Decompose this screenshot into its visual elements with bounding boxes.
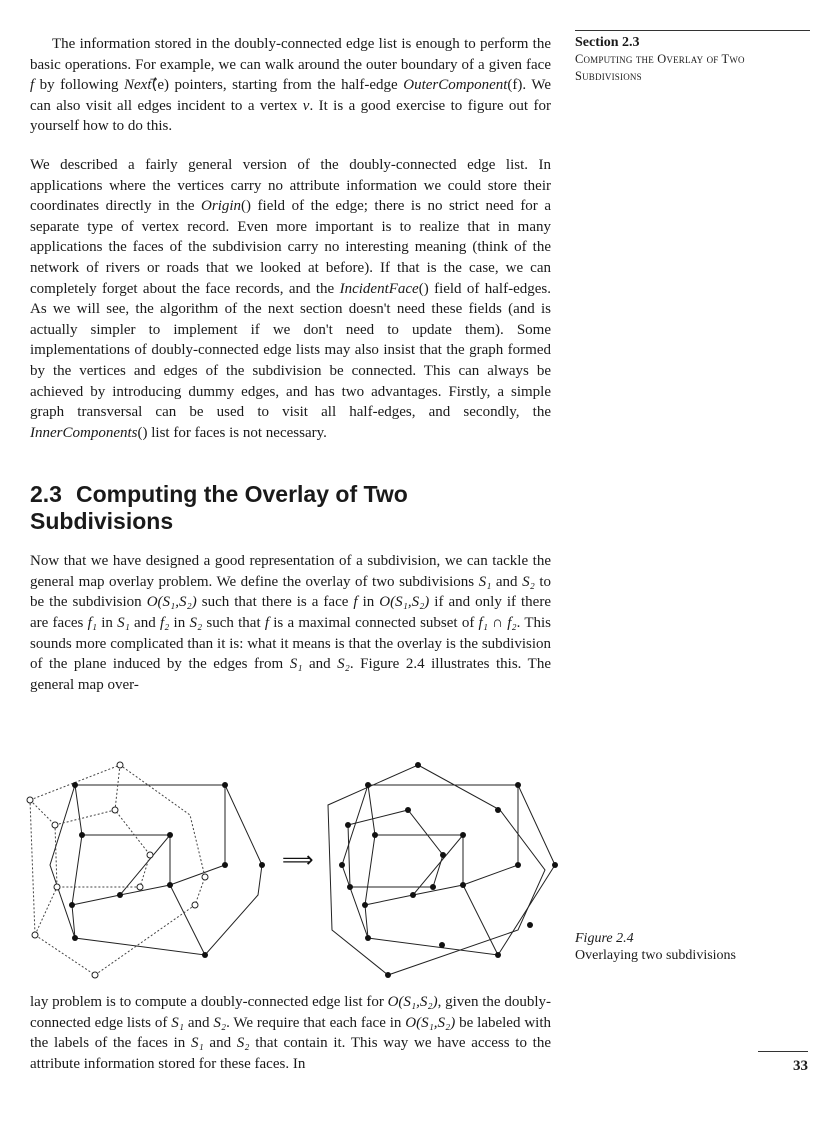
- math: f: [30, 77, 35, 94]
- overlay-figure: [20, 755, 560, 980]
- math: f: [264, 615, 270, 632]
- text: , given the doubly-connected edge lists of: [30, 994, 551, 1031]
- math: Next: [124, 77, 152, 94]
- text: lay problem is to compute a doubly-connected edge list for: [30, 994, 388, 1010]
- main-column: [30, 34, 551, 695]
- main-column-bottom: [30, 992, 551, 1074]
- section-title-line1: Computing the Overlay of Two: [575, 52, 745, 66]
- text: () field of half-edges. As we will see, the algorithm of the next section doesn't need these fields (and is actually simpler to implement if we don't need to update them). Some implementations of doubly-connected edge lists may also insist that the graph formed by the vertices and edges of the subdivision be connected. This can always be achieved by introducing dummy edges, and has two advantages. Firstly, a simple graph transversal can be used to visit all half-edges, and secondly, the: [30, 280, 551, 421]
- math: f₁: [87, 615, 97, 632]
- math: IncidentFace: [339, 280, 419, 297]
- spacer: [30, 137, 551, 155]
- text: . It is a good exercise to figure out for yourself how to do this.: [30, 97, 551, 135]
- page-number-rule: [758, 1051, 808, 1052]
- text: be labeled with the labels of the faces in: [30, 1014, 551, 1052]
- caption-text: Overlaying two subdivisions: [575, 948, 736, 963]
- math: O(S₁,S₂): [387, 994, 438, 1010]
- heading-number: 2.3: [30, 481, 62, 508]
- section-heading: [30, 481, 551, 535]
- text: We described a fairly general version of the doubly-connected edge list. In applications where the vertices carry no attribute information we could store their coordinates directly in the: [30, 156, 551, 215]
- figure-caption: [575, 930, 810, 964]
- math: S₂: [189, 615, 203, 632]
- math: S₁: [289, 656, 303, 673]
- math: Origin: [201, 198, 242, 215]
- text: and: [183, 1014, 214, 1031]
- math: S₂: [213, 1014, 227, 1031]
- text: and: [129, 615, 160, 632]
- text: . This sounds more complicated than it is: what it means is that the overlay is the subdivision of the plane induced by the edges from: [30, 615, 551, 673]
- text: Now that we have designed a good representation of a subdivision, we can tackle the general map overlay problem. We define the overlay of two subdivisions: [30, 553, 551, 590]
- text: to be the subdivision: [30, 573, 551, 611]
- spacer: [30, 443, 551, 481]
- text: if and only if there are faces: [30, 594, 551, 632]
- page-number: 33: [793, 1058, 808, 1074]
- math: O(S₁,S₂): [146, 594, 197, 611]
- math: S₂: [337, 656, 350, 673]
- text: (⃗e) pointers, starting from the half-edge: [151, 77, 404, 94]
- heading-title: Computing the Overlay of Two Subdivisions: [30, 481, 408, 535]
- text: . Figure 2.4 illustrates this. The general map over-: [30, 656, 551, 693]
- math: S₁: [171, 1014, 184, 1031]
- text: such that: [202, 615, 265, 632]
- text: . We require that each face in: [226, 1014, 406, 1031]
- text: in: [96, 615, 118, 632]
- text: (f). We can also visit all edges incident to a vertex: [30, 77, 551, 114]
- page-number-block: [758, 1051, 808, 1075]
- math: InnerComponents: [30, 424, 138, 441]
- text: () field of the edge; there is no strict need for a separate type of vertex record. Even more important is to realize that in many applications the faces of the subdivision carry no interesting meaning (think of the network of rivers or roads that we looked at before). If that is the case, we can completely forget about the face records, and the: [30, 198, 551, 297]
- text: in: [169, 615, 190, 632]
- text: in: [357, 594, 380, 611]
- paragraph-3: [30, 551, 551, 695]
- paragraph-1: [30, 34, 551, 137]
- math: O(S₁,S₂): [379, 594, 430, 611]
- math: S₂: [236, 1035, 250, 1052]
- math: OuterComponent: [403, 77, 508, 94]
- text: and: [203, 1035, 237, 1052]
- math: v: [302, 97, 310, 114]
- caption-label: Figure 2.4: [575, 931, 634, 946]
- math: S₁: [478, 573, 492, 590]
- sidebar-rule: [575, 30, 810, 31]
- section-label: Section 2.3: [575, 35, 640, 50]
- math: f: [353, 594, 358, 611]
- implies-arrow: ⟹: [282, 847, 314, 872]
- sidebar-header: [575, 30, 810, 85]
- math: f₂: [159, 615, 170, 632]
- text: such that there is a face: [196, 594, 354, 611]
- text: is a maximal connected subset of: [269, 615, 479, 632]
- left-dotted-vertices: [27, 762, 208, 978]
- math: O(S₁,S₂): [405, 1014, 456, 1031]
- math: S₂: [522, 573, 535, 590]
- right-overlay-vertices: [339, 762, 558, 978]
- text: that contain it. This way we have access to the attribute information stored for these faces. In: [30, 1035, 551, 1072]
- math: S₁: [190, 1035, 204, 1052]
- text: () list for faces is not necessary.: [137, 424, 327, 441]
- paragraph-4: [30, 992, 551, 1074]
- paragraph-2: [30, 155, 551, 443]
- left-solid-subdivision: [50, 785, 262, 955]
- section-title-line2: Subdivisions: [575, 69, 642, 83]
- text: and: [302, 656, 338, 673]
- spacer: [30, 535, 551, 551]
- math: S₁: [117, 615, 130, 632]
- math: f₁ ∩ f₂: [478, 615, 517, 632]
- text: by following: [34, 77, 125, 94]
- text: The information stored in the doubly-connected edge list is enough to perform the basic operations. For example, we can walk around the outer boundary of a given face: [30, 36, 551, 73]
- text: and: [491, 573, 523, 590]
